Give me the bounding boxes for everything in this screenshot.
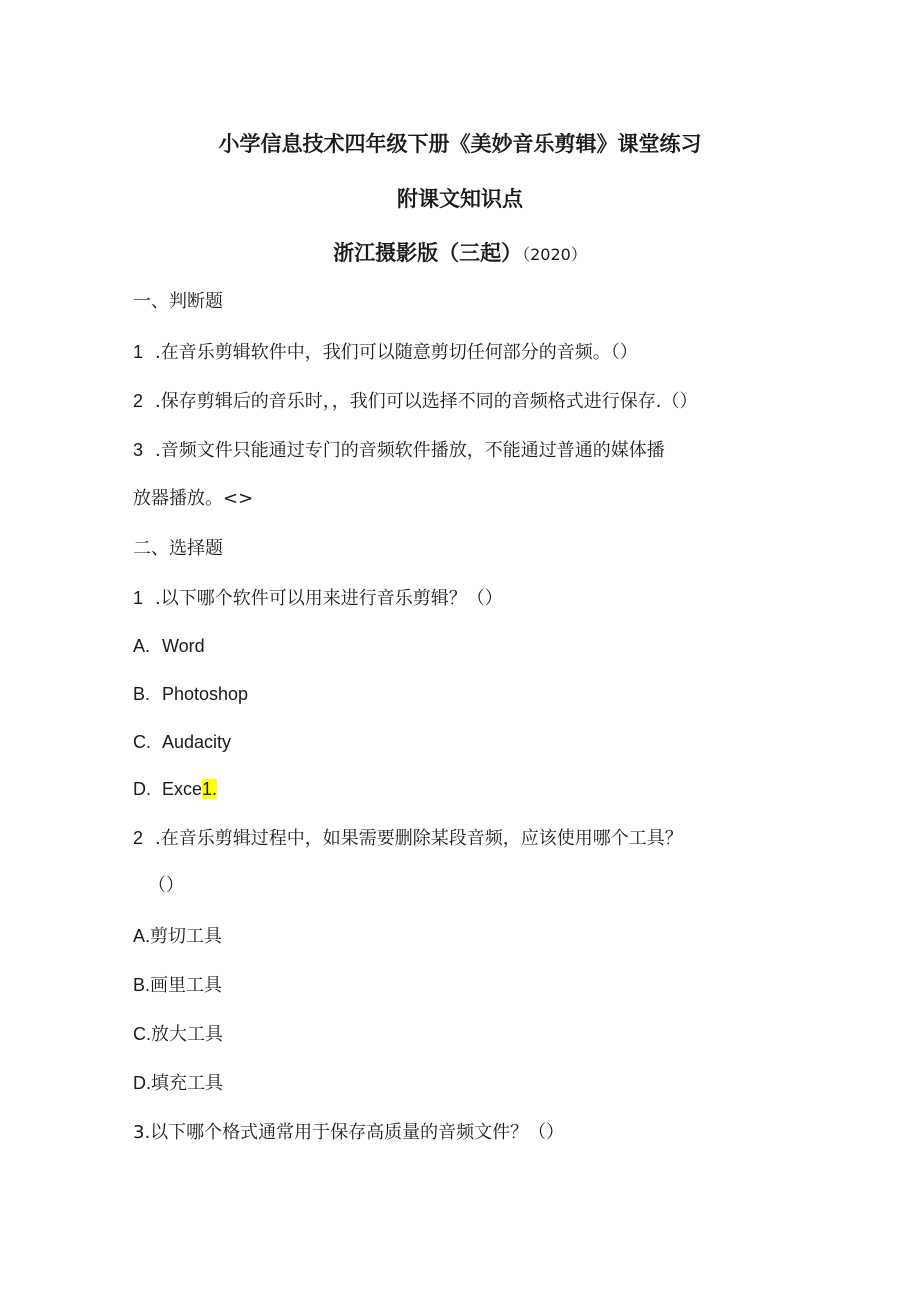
option-letter: C. <box>133 1024 151 1044</box>
question-text: 3.以下哪个格式通常用于保存高质量的音频文件？（） <box>133 1122 565 1143</box>
question-text-continued: （） <box>148 875 184 896</box>
tf-question-3-continued <box>133 487 253 511</box>
option-letter: A. <box>133 926 151 946</box>
option-text: Photoshop <box>162 684 249 704</box>
option-text: Exce <box>162 779 203 799</box>
mc-q2-option-b <box>133 973 222 998</box>
option-letter: B. <box>133 975 151 995</box>
option-text: 剪切工具 <box>150 926 223 947</box>
mc-question-3 <box>133 1121 564 1145</box>
question-text: .保存剪辑后的音乐时，，我们可以选择不同的音频格式进行保存.（） <box>155 391 698 412</box>
question-number: 3 <box>133 440 144 460</box>
title-line-3: 浙江摄影版（三起） <box>333 241 523 265</box>
section-1-heading <box>133 290 223 314</box>
document-title <box>0 128 920 158</box>
mc-q1-option-d <box>133 777 217 801</box>
highlighted-text: 1. <box>202 779 218 799</box>
section-heading: 二、选择题 <box>133 538 223 559</box>
question-text: .以下哪个软件可以用来进行音乐剪辑？（） <box>155 588 503 609</box>
option-letter: D. <box>133 779 151 799</box>
option-letter: B. <box>133 684 151 704</box>
question-text: .音频文件只能通过专门的音频软件播放，不能通过普通的媒体播 <box>155 440 665 461</box>
question-text: .在音乐剪辑软件中，我们可以随意剪切任何部分的音频。（） <box>155 342 638 363</box>
question-number: 1 <box>133 588 144 608</box>
tf-question-2 <box>133 389 697 414</box>
question-text: .在音乐剪辑过程中，如果需要删除某段音频，应该使用哪个工具？ <box>155 828 683 849</box>
section-2-heading <box>133 537 223 561</box>
option-letter: C. <box>133 732 151 752</box>
question-number: 2 <box>133 391 144 411</box>
mc-question-2-continued <box>148 874 184 898</box>
option-text: Audacity <box>162 732 232 752</box>
mc-q2-option-c <box>133 1022 223 1047</box>
option-text: 填充工具 <box>151 1073 223 1094</box>
mc-q1-option-b <box>133 682 248 706</box>
mc-question-2 <box>133 826 683 851</box>
option-text: 放大工具 <box>151 1024 223 1045</box>
tf-question-1 <box>133 340 638 365</box>
document-edition <box>0 237 920 267</box>
option-letter: A. <box>133 636 151 656</box>
document-subtitle <box>0 183 920 213</box>
title-year: （2020） <box>522 245 587 264</box>
option-letter: D. <box>133 1073 151 1093</box>
question-text-continued: 放器播放。<> <box>133 488 254 509</box>
mc-q2-option-d <box>133 1071 223 1096</box>
title-line-1: 小学信息技术四年级下册《美妙音乐剪辑》课堂练习 <box>218 132 702 156</box>
mc-q1-option-a <box>133 634 205 658</box>
mc-q1-option-c <box>133 730 231 754</box>
title-line-2: 附课文知识点 <box>397 187 523 211</box>
mc-question-1 <box>133 586 503 611</box>
question-number: 1 <box>133 342 144 362</box>
option-text: Word <box>162 636 205 656</box>
option-text: 画里工具 <box>150 975 223 996</box>
mc-q2-option-a <box>133 924 222 949</box>
question-number: 2 <box>133 828 144 848</box>
section-heading: 一、判断题 <box>133 291 223 312</box>
tf-question-3 <box>133 438 665 463</box>
